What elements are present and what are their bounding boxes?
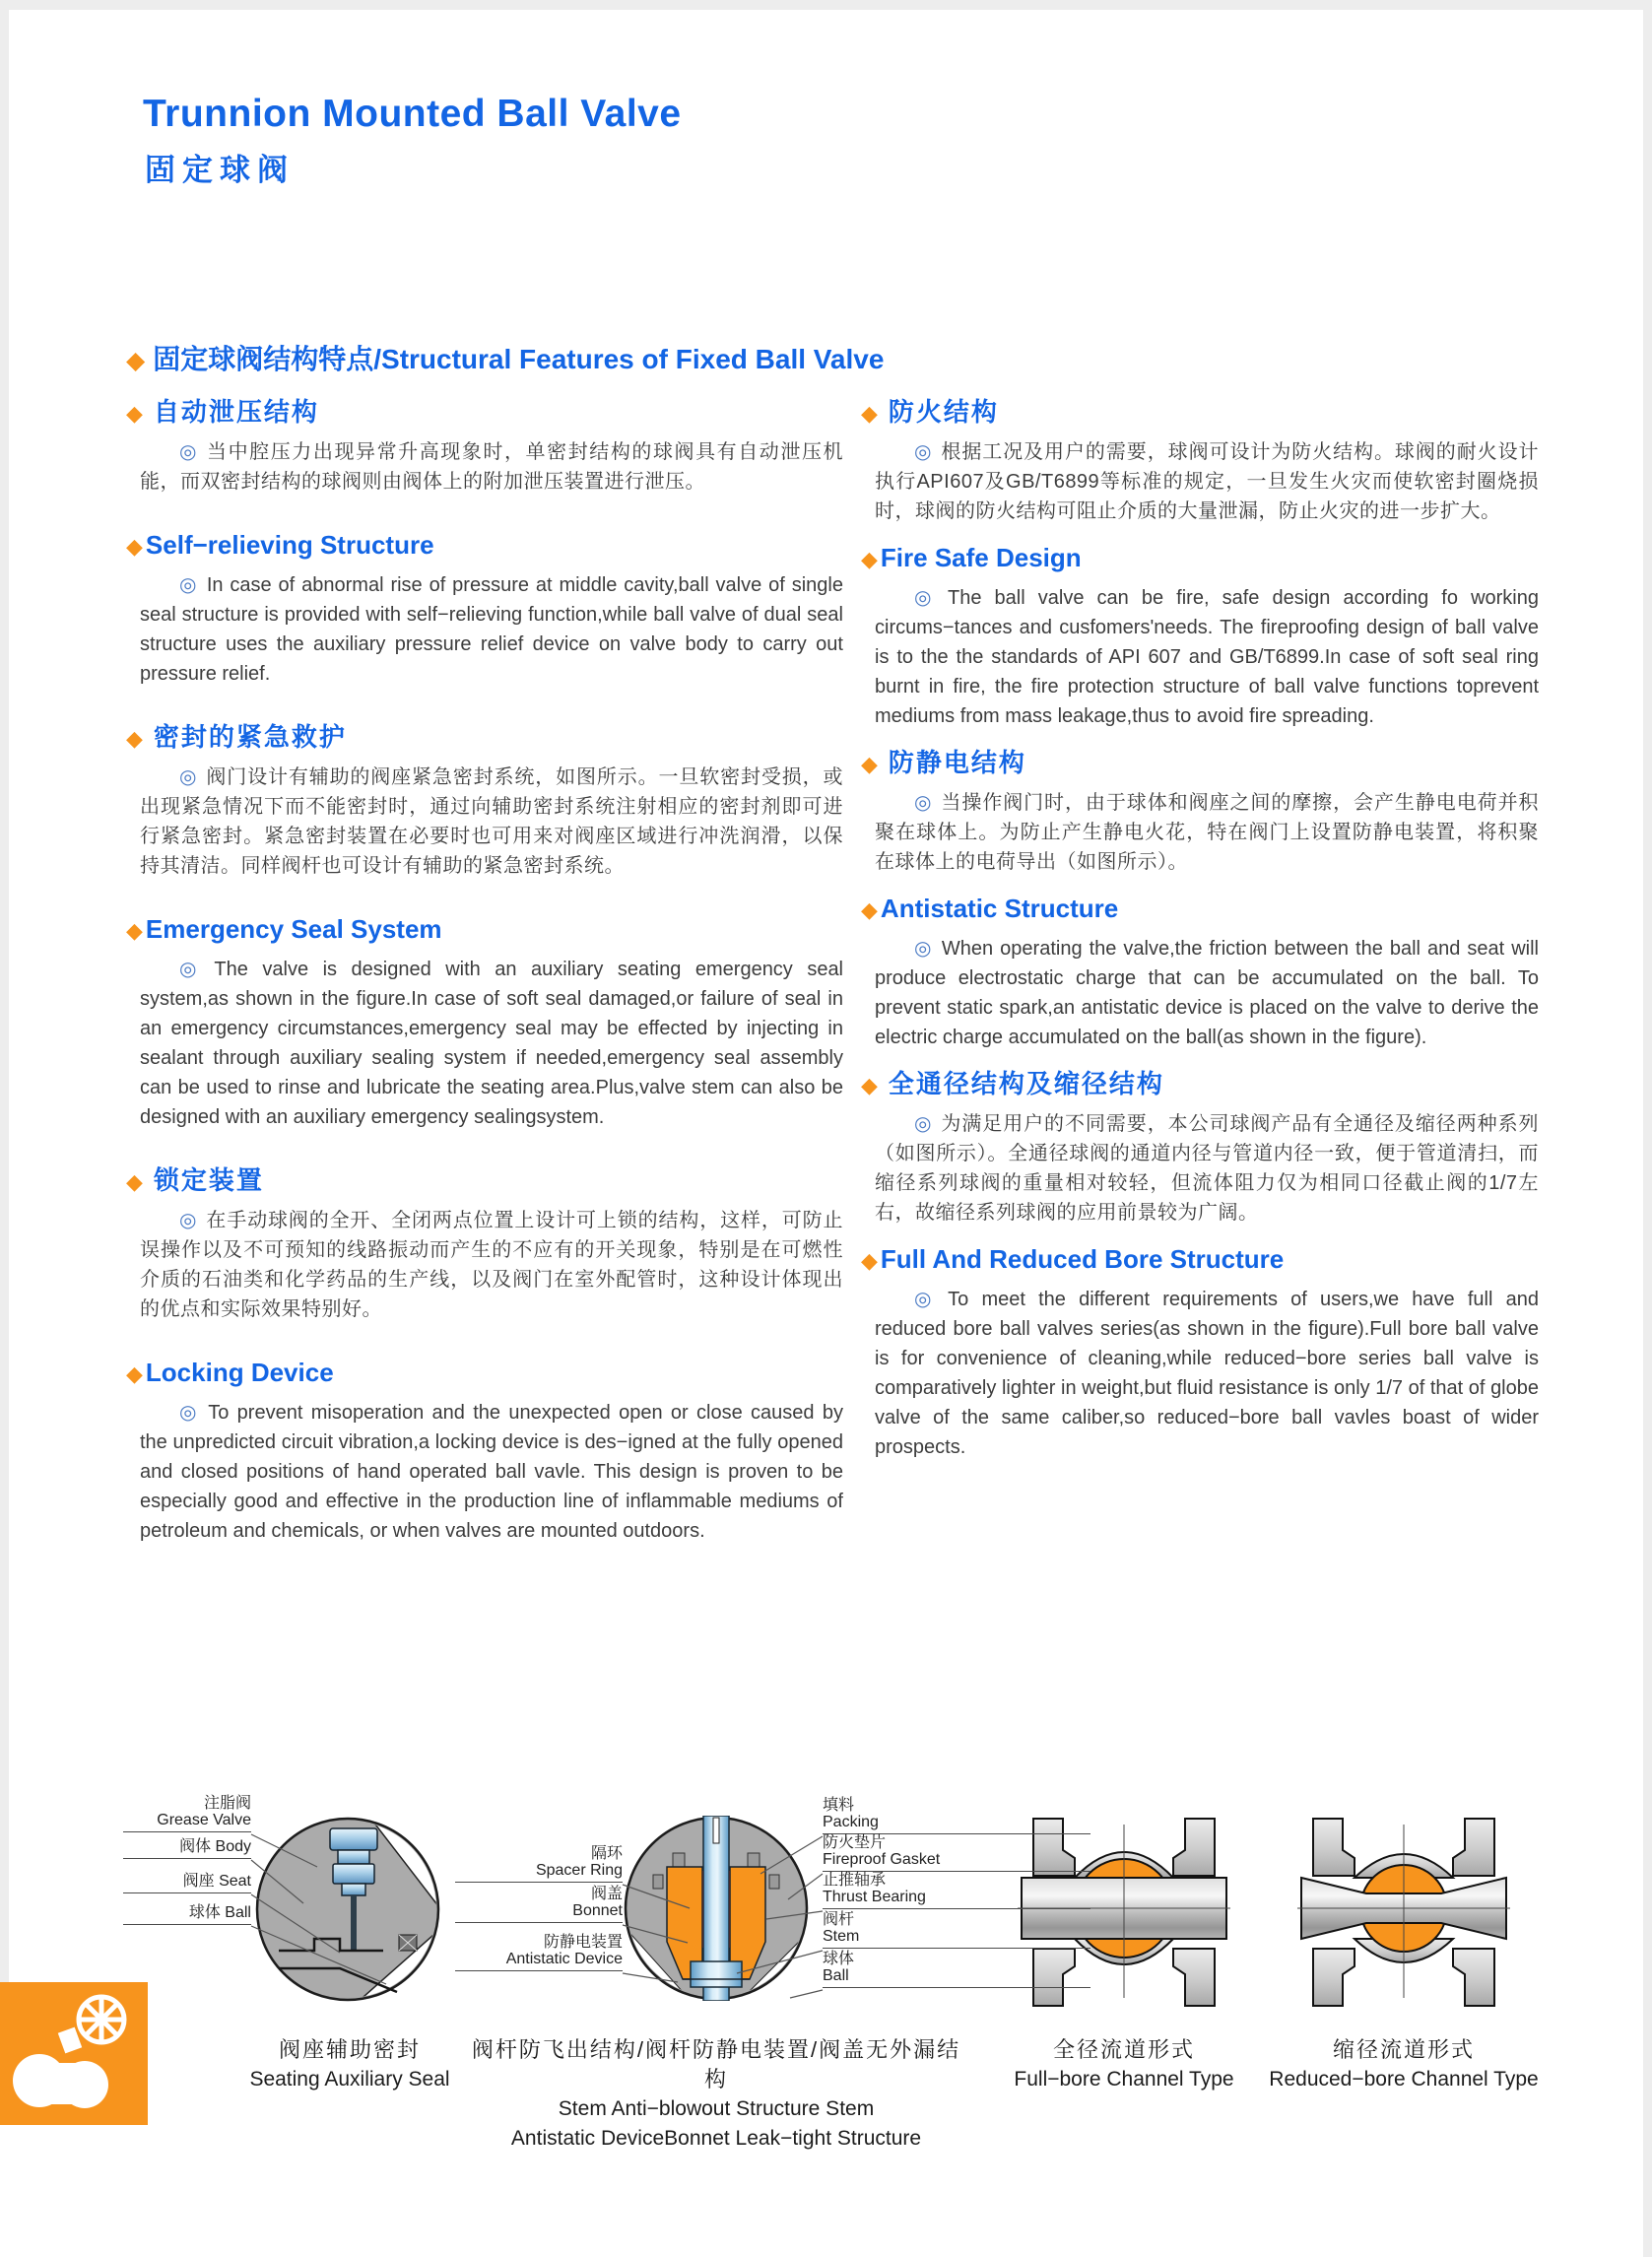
bullet-icon: ◎ [179, 574, 198, 596]
bullet-icon: ◎ [914, 938, 933, 960]
figure-caption-full-bore: 全径流道形式 Full−bore Channel Type [1014, 2037, 1234, 2091]
feature-body: ◎ 在手动球阀的全开、全闭两点位置上设计可上锁的结构，这样，可防止误操作以及不可预知的线路振动而产生的不应有的开关现象，特别是在可燃性介质的石油类和化学药品的生产线，以及阀门在室外配管时，这种设计体现出的优点和实际效果特别好。 [140, 1210, 844, 1320]
feature-heading: ◆ 防静电结构 [861, 748, 1026, 777]
left-column [126, 396, 844, 1578]
stem-slot [713, 1818, 719, 1843]
bullet-icon: ◎ [914, 792, 933, 814]
diamond-icon: ◆ [126, 726, 143, 751]
figure-caption-seat-seal: 阀座辅助密封 Seating Auxiliary Seal [249, 2037, 450, 2091]
feature-body: ◎ 阀门设计有辅助的阀座紧急密封系统，如图所示。一旦软密封受损，或出现紧急情况下而不能密封时，通过向辅助密封系统注射相应的密封剂即可进行紧急密封。紧急密封装置在必要时也可用来对阀座区域进行冲洗润滑，以保持其清洁。同样阀杆也可设计有辅助的紧急密封系统。 [140, 766, 844, 877]
label-fireproof-gasket: 防火垫片 Fireproof Gasket [823, 1834, 1090, 1872]
feature-heading: ◆ 全通径结构及缩径结构 [861, 1069, 1164, 1098]
seat-seal-diagram [255, 1817, 440, 2002]
label-packing: 填料 Packing [823, 1797, 1090, 1834]
feature-body: ◎ 为满足用户的不同需要，本公司球阀产品有全通径及缩径两种系列（如图所示）。全通径球阀的通道内径与管道内径一致，便于管道清扫，而缩径系列球阀的重量相对较轻，但流体阻力仅为相同口径截止阀的1/7左右，故缩径系列球阀的应用前景较为广阔。 [875, 1113, 1540, 1224]
figure-caption-stem: 阀杆防飞出结构/阀杆防静电装置/阀盖无外漏结构 Stem Anti−blowout Structure Stem Antistatic DeviceBonnet Leak−tight Structure [471, 2037, 961, 2150]
feature-body: ◎ 根据工况及用户的需要，球阀可设计为防火结构。球阀的耐火设计执行API607及GB/T6899等标准的规定，一旦发生火灾而使软密封圈烧损时，球阀的防火结构可阻止介质的大量泄漏，防止火灾的进一步扩大。 [875, 441, 1540, 522]
reduced-bore-valve-diagram [1297, 1815, 1510, 2010]
diamond-icon: ◆ [861, 547, 878, 571]
feature-heading: ◆ Emergency Seal System [126, 914, 442, 944]
page-edge-top [0, 0, 1652, 10]
feature-body: ◎ To prevent misoperation and the unexpected open or close caused by the unpredicted circuit vibration,a locking device is des−igned at the fully opened and closed positions of hand operated ball vavle. This design is proven to be especially good and effective in the production line of inflammable mediums of petroleum and chemicals, or when valves are mounted outdoors. [140, 1402, 844, 1542]
feature-heading: ◆ 自动泄压结构 [126, 397, 319, 427]
label-thrust-bearing: 止推轴承 Thrust Bearing [823, 1872, 1090, 1909]
feature-body: ◎ To meet the different requirements of users,we have full and reduced bore ball valves series(as shown in the figure).Full bore ball valve is for convenience of cleaning,while reduced−bore series ball valve is comparatively lighter in weight,but fluid resistance is only 1/7 of that of globe valve of the same caliber,so reduced−bore ball vavles boast of wider prospects. [875, 1289, 1539, 1458]
diamond-icon: ◆ [126, 1169, 143, 1194]
bullet-icon: ◎ [179, 959, 206, 980]
label-antistatic-device: 防静电装置 Antistatic Device [455, 1934, 623, 1971]
label-ball2: 球体 Ball [823, 1951, 1090, 1988]
diamond-icon: ◆ [126, 347, 146, 374]
bullet-icon: ◎ [914, 1113, 933, 1135]
feature-heading: ◆ 密封的紧急救护 [126, 722, 347, 752]
diamond-icon: ◆ [861, 1248, 878, 1273]
diamond-icon: ◆ [861, 752, 878, 776]
feature-heading: ◆ 锁定装置 [126, 1165, 264, 1195]
page-title-zh: 固定球阀 [145, 153, 295, 187]
bullet-icon: ◎ [914, 1289, 940, 1310]
feature-heading: ◆ Antistatic Structure [861, 894, 1119, 923]
feature-body: ◎ The ball valve can be fire, safe design according fo working circums−tances and cusfomers'needs. The fireproofing design of ball valve is to the the standards of API 607 and GB/T6899.In case of soft seal ring burnt in fire, the fire protection structure of ball valve functions toprevent mediums from mass leakage,thus to avoid fire spreading. [875, 587, 1539, 727]
diamond-icon: ◆ [126, 401, 143, 426]
diamond-icon: ◆ [861, 401, 878, 426]
feature-heading: ◆ Full And Reduced Bore Structure [861, 1244, 1285, 1274]
diamond-icon: ◆ [861, 1073, 878, 1097]
diamond-icon: ◆ [126, 534, 143, 559]
bullet-icon: ◎ [179, 1402, 200, 1424]
figure-caption-reduced-bore: 缩径流道形式 Reduced−bore Channel Type [1269, 2037, 1539, 2091]
right-column [861, 396, 1540, 1478]
feature-body: ◎ In case of abnormal rise of pressure at middle cavity,ball valve of single seal structure is provided with self−relieving function,while ball valve of dual seal structure uses the auxiliary pressure relief device on valve body to carry out pressure relief. [140, 574, 843, 685]
diamond-icon: ◆ [126, 918, 143, 943]
feature-heading: ◆ Self−relieving Structure [126, 530, 434, 560]
injection-channel [351, 1895, 357, 1951]
stem-structure-diagram [624, 1816, 809, 2001]
feature-heading: ◆ 防火结构 [861, 397, 999, 427]
label-stem: 阀杆 Stem [823, 1911, 1090, 1949]
feature-body: ◎ 当操作阀门时，由于球体和阀座之间的摩擦，会产生静电电荷并积聚在球体上。为防止产生静电火花，特在阀门上设置防静电装置，将积聚在球体上的电荷导出（如图所示）。 [875, 792, 1540, 873]
feature-body: ◎ When operating the valve,the friction between the ball and seat will produce electrostatic charge that can be accumulated on the ball. To prevent static spark,an antistatic device is placed on the valve to derive the electric charge accumulated on the ball(as shown in the figure). [875, 938, 1540, 1048]
feature-body: ◎ 当中腔压力出现异常升高现象时，单密封结构的球阀具有自动泄压机能，而双密封结构的球阀则由阀体上的附加泄压装置进行泄压。 [140, 441, 844, 493]
section-title: ◆ 固定球阀结构特点/Structural Features of Fixed Ball Valve [126, 344, 885, 374]
feature-body: ◎ The valve is designed with an auxiliary seating emergency seal system,as shown in the figure.In case of soft seal damaged,or failure of seal in an emergency circumstances,emergency seal may be effected by injecting in sealant through auxiliary sealing system if needed,emergency seal assembly can be used to rinse and lubricate the seating area.Plus,valve stem can also be designed with an auxiliary emergency sealingsystem. [140, 959, 844, 1128]
label-ball: 球体 Ball [123, 1904, 251, 1925]
bullet-icon: ◎ [179, 1210, 198, 1231]
ball-valve-logo [0, 1982, 148, 2125]
page-edge-left [0, 0, 9, 1982]
bullet-icon: ◎ [179, 766, 198, 788]
label-spacer-ring: 隔环 Spacer Ring [455, 1845, 623, 1883]
diamond-icon: ◆ [861, 897, 878, 922]
ball-collar [691, 1961, 742, 1987]
label-body: 阀体 Body [123, 1838, 251, 1859]
label-grease-valve: 注脂阀 Grease Valve [123, 1795, 251, 1832]
label-seat: 阀座 Seat [123, 1873, 251, 1893]
bullet-icon: ◎ [914, 441, 933, 463]
feature-heading: ◆ Fire Safe Design [861, 543, 1082, 572]
diamond-icon: ◆ [126, 1361, 143, 1386]
bullet-icon: ◎ [179, 441, 199, 463]
feature-heading: ◆ Locking Device [126, 1358, 334, 1387]
page-edge-right [1643, 0, 1652, 2257]
page-title: Trunnion Mounted Ball Valve [143, 93, 682, 135]
label-bonnet: 阀盖 Bonnet [455, 1886, 623, 1923]
bullet-icon: ◎ [914, 587, 939, 609]
